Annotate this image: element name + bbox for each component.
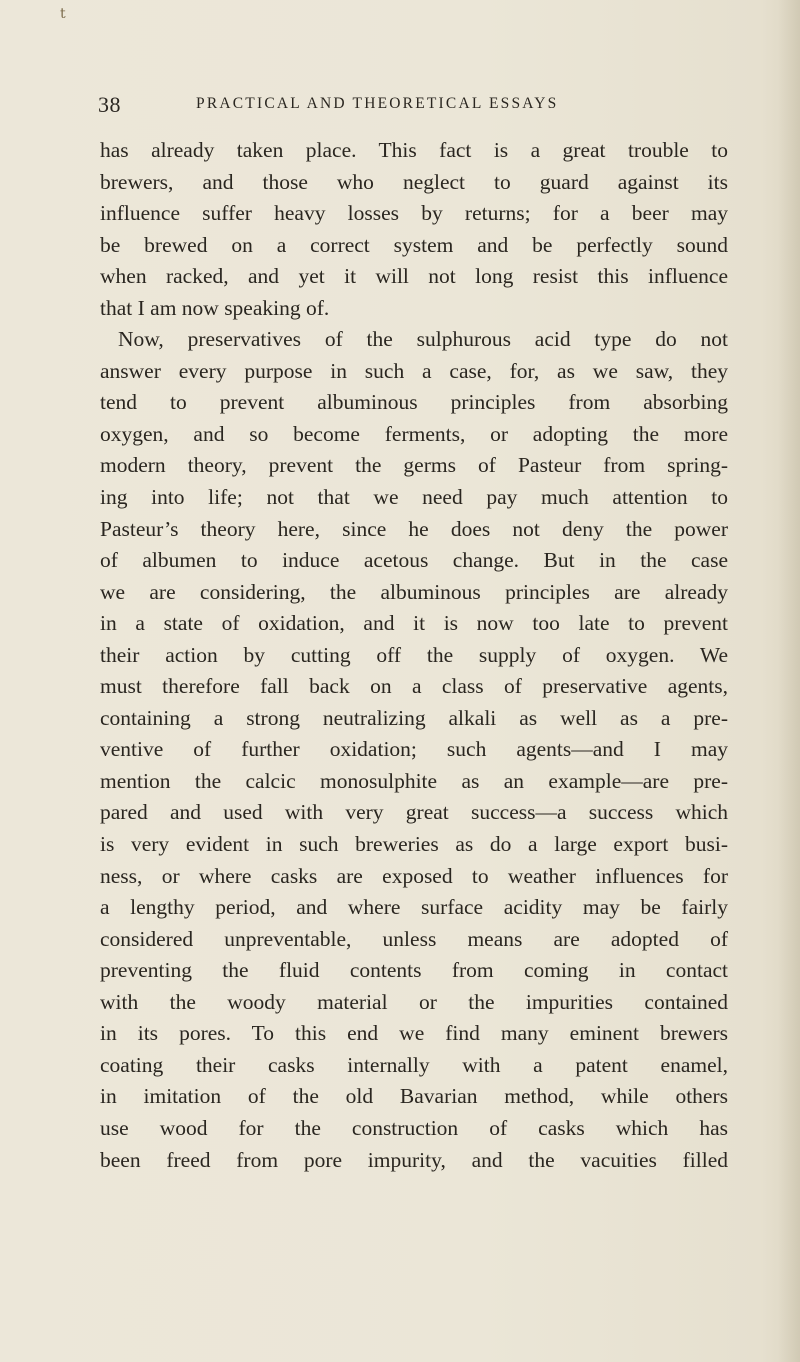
text-line: of albumen to induce acetous change. But in the case [100, 548, 728, 573]
text-line: we are considering, the albuminous principles are already [100, 579, 728, 604]
text-line: influence suffer heavy losses by returns; for a beer may [100, 201, 728, 226]
text-line: with the woody material or the impurities contained [100, 989, 728, 1014]
text-line: brewers, and those who neglect to guard against its [100, 169, 728, 194]
text-line: in its pores. To this end we find many eminent brewers [100, 1021, 728, 1046]
body-text [100, 135, 728, 1176]
text-line: be brewed on a correct system and be perfectly sound [100, 232, 728, 257]
text-line: considered unpreventable, unless means are adopted of [100, 926, 728, 951]
text-line: Now, preservatives of the sulphurous acid type do not [118, 327, 728, 352]
text-line: mention the calcic monosulphite as an example—are pre- [100, 768, 728, 793]
text-line: is very evident in such breweries as do a large export busi- [100, 832, 728, 857]
page-edge-shadow [778, 0, 800, 1362]
text-line: pared and used with very great success—a success which [100, 800, 728, 825]
text-line: answer every purpose in such a case, for, as we saw, they [100, 358, 728, 383]
text-line: ing into life; not that we need pay much attention to [100, 485, 728, 510]
text-line: been freed from pore impurity, and the vacuities filled [100, 1147, 728, 1172]
text-line: ventive of further oxidation; such agents—and I may [100, 737, 728, 762]
text-line: in imitation of the old Bavarian method, while others [100, 1084, 728, 1109]
text-line: must therefore fall back on a class of preservative agents, [100, 674, 728, 699]
text-line: ness, or where casks are exposed to weather influences for [100, 863, 728, 888]
text-line: that I am now speaking of. [100, 295, 330, 320]
text-line: oxygen, and so become ferments, or adopting the more [100, 421, 728, 446]
text-line: containing a strong neutralizing alkali as well as a pre- [100, 705, 728, 730]
page-header [98, 92, 728, 118]
text-line: use wood for the construction of casks which has [100, 1115, 728, 1140]
running-head: PRACTICAL AND THEORETICAL ESSAYS [196, 95, 559, 112]
text-line: in a state of oxidation, and it is now too late to prevent [100, 611, 728, 636]
page-number: 38 [98, 92, 121, 117]
corner-mark: t [60, 6, 66, 22]
text-line: their action by cutting off the supply of oxygen. We [100, 642, 728, 667]
text-line: modern theory, prevent the germs of Pasteur from spring- [100, 453, 728, 478]
text-line: has already taken place. This fact is a great trouble to [100, 138, 728, 162]
text-line: tend to prevent albuminous principles from absorbing [100, 390, 728, 415]
text-line: coating their casks internally with a patent enamel, [100, 1052, 728, 1077]
text-line: a lengthy period, and where surface acidity may be fairly [100, 895, 728, 920]
text-line: Pasteur’s theory here, since he does not deny the power [100, 516, 728, 541]
text-line: when racked, and yet it will not long resist this influence [100, 264, 728, 289]
text-line: preventing the fluid contents from coming in contact [100, 958, 728, 983]
